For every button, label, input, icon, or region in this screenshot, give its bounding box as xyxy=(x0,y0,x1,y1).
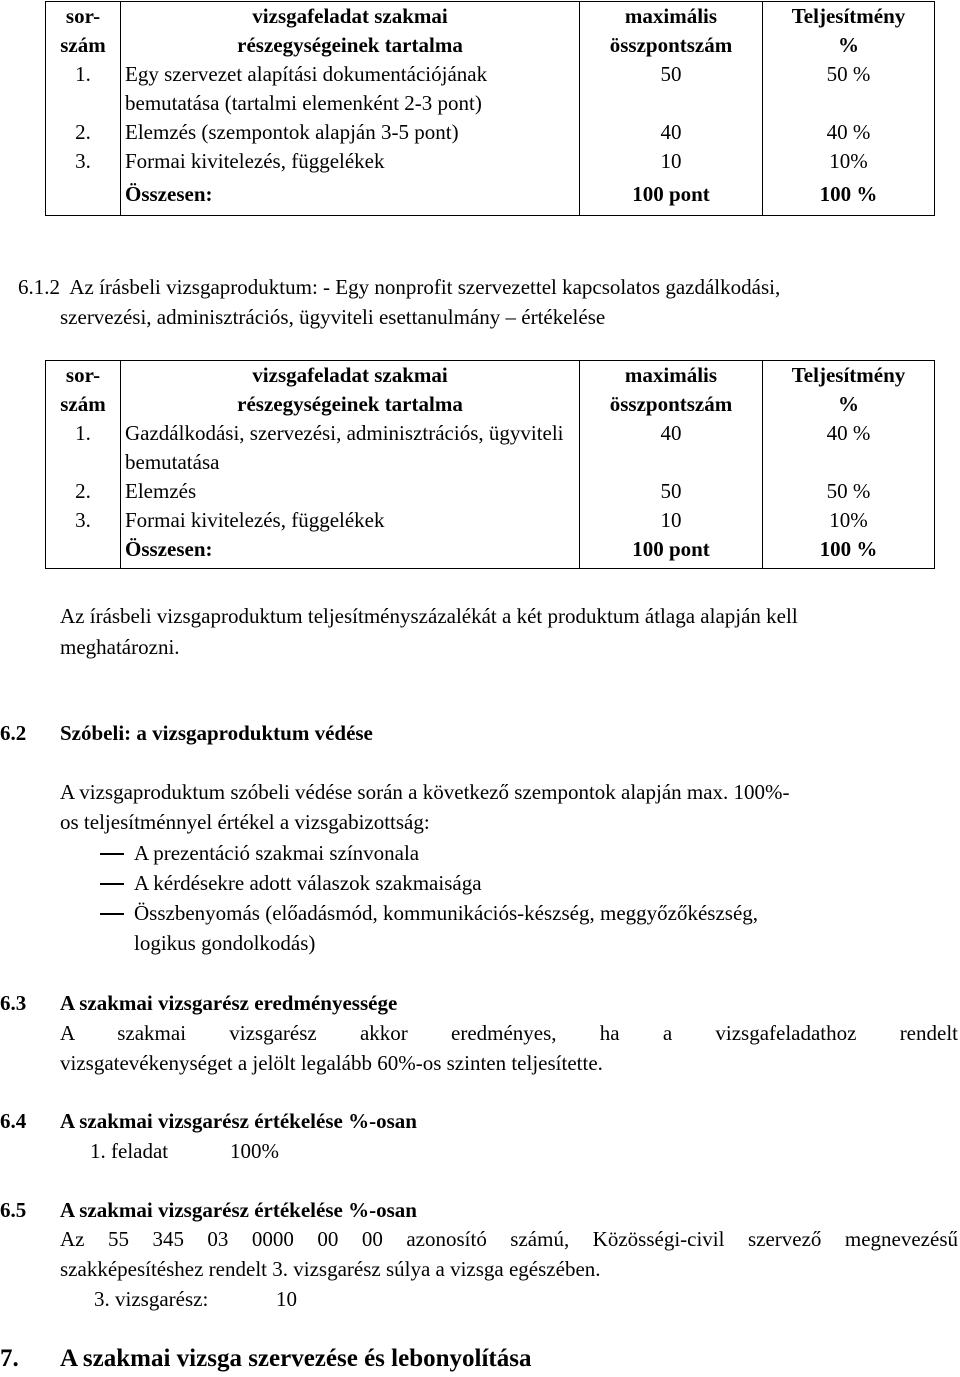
header-performance: Teljesítmény % xyxy=(763,2,935,61)
header-performance: Teljesítmény % xyxy=(763,361,935,420)
section-6-3-line1: A szakmai vizsgarész akkor eredményes, ha a vizsgafeladathoz rendelt xyxy=(60,1021,958,1045)
section-6-5-number: 6.5 xyxy=(0,1198,27,1222)
row-percent: 10% xyxy=(763,506,935,535)
row-num: 2. xyxy=(46,118,121,147)
part-label: 3. vizsgarész: xyxy=(94,1287,209,1311)
header-content: vizsgafeladat szakmai részegységeinek tartalma xyxy=(121,2,580,61)
header-sorszam: sor- szám xyxy=(46,361,121,420)
row-points: 50 xyxy=(580,60,763,118)
row-percent: 40 % xyxy=(763,118,935,147)
task-value: 100% xyxy=(230,1139,279,1163)
row-points: 10 xyxy=(580,506,763,535)
row-percent: 50 % xyxy=(763,477,935,506)
row-content: Gazdálkodási, szervezési, adminisztrációs, ügyviteli bemutatása xyxy=(121,419,580,477)
total-label: Összesen: xyxy=(121,535,580,569)
section-6-2-number: 6.2 xyxy=(0,721,27,745)
table-row xyxy=(46,60,935,118)
table-total-row xyxy=(46,535,935,569)
section-7-number: 7. xyxy=(0,1345,19,1372)
header-max-points: maximális összpontszám xyxy=(580,2,763,61)
header-sorszam: sor- szám xyxy=(46,2,121,61)
section-7-title: A szakmai vizsga szervezése és lebonyolítása xyxy=(60,1345,532,1372)
section-6-5-title: A szakmai vizsgarész értékelése %-osan xyxy=(60,1198,417,1222)
section-6-3-line2: vizsgatevékenységet a jelölt legalább 60%-os szinten teljesítette. xyxy=(60,1051,603,1075)
list-dash xyxy=(100,853,124,855)
list-dash xyxy=(100,883,124,885)
row-content: Formai kivitelezés, függelékek xyxy=(121,506,580,535)
total-points: 100 pont xyxy=(580,535,763,569)
total-percent: 100 % xyxy=(763,176,935,216)
row-content: Elemzés (szempontok alapján 3-5 pont) xyxy=(121,118,580,147)
part-value: 10 xyxy=(276,1287,297,1311)
section-number: 6.1.2 xyxy=(18,275,60,299)
list-item: Összbenyomás (előadásmód, kommunikációs-készség, meggyőzőkészség, xyxy=(134,901,759,925)
row-points: 50 xyxy=(580,477,763,506)
total-points: 100 pont xyxy=(580,176,763,216)
row-percent: 50 % xyxy=(763,60,935,118)
row-points: 40 xyxy=(580,419,763,477)
section-6-1-2-line1: 6.1.2 Az írásbeli vizsgaproduktum: - Egy nonprofit szervezettel kapcsolatos gazdálkodási, xyxy=(18,275,781,299)
evaluation-table-2 xyxy=(45,360,935,569)
section-6-2-intro2: os teljesítménnyel értékel a vizsgabizottság: xyxy=(60,810,430,834)
section-6-2-intro1: A vizsgaproduktum szóbeli védése során a következő szempontok alapján max. 100%- xyxy=(60,780,790,804)
list-item-continuation: logikus gondolkodás) xyxy=(134,931,316,955)
section-6-4-title: A szakmai vizsgarész értékelése %-osan xyxy=(60,1109,417,1133)
list-dash xyxy=(100,913,124,915)
section-6-2-title: Szóbeli: a vizsgaproduktum védése xyxy=(60,721,373,745)
section-6-4-number: 6.4 xyxy=(0,1109,27,1133)
section-6-5-line1: Az 55 345 03 0000 00 00 azonosító számú, Közösségi-civil szervező megnevezésű xyxy=(60,1227,958,1251)
total-label: Összesen: xyxy=(121,176,580,216)
header-max-points: maximális összpontszám xyxy=(580,361,763,420)
row-num: 1. xyxy=(46,60,121,118)
row-content: Elemzés xyxy=(121,477,580,506)
row-num: 2. xyxy=(46,477,121,506)
header-content: vizsgafeladat szakmai részegységeinek tartalma xyxy=(121,361,580,420)
list-item: A kérdésekre adott válaszok szakmaisága xyxy=(134,871,482,895)
row-percent: 40 % xyxy=(763,419,935,477)
row-points: 40 xyxy=(580,118,763,147)
table-row xyxy=(46,477,935,506)
row-points: 10 xyxy=(580,147,763,176)
section-6-1-2-line2: szervezési, adminisztrációs, ügyviteli esettanulmány – értékelése xyxy=(60,305,606,329)
table-row xyxy=(46,419,935,477)
table-row xyxy=(46,506,935,535)
row-num: 3. xyxy=(46,506,121,535)
row-num: 3. xyxy=(46,147,121,176)
average-note-line1: Az írásbeli vizsgaproduktum teljesítményszázalékát a két produktum átlaga alapján kell xyxy=(60,604,798,628)
section-6-5-line2: szakképesítéshez rendelt 3. vizsgarész súlya a vizsga egészében. xyxy=(60,1257,601,1281)
section-6-3-title: A szakmai vizsgarész eredményessége xyxy=(60,991,398,1015)
row-content: Formai kivitelezés, függelékek xyxy=(121,147,580,176)
total-percent: 100 % xyxy=(763,535,935,569)
table-row xyxy=(46,147,935,176)
row-percent: 10% xyxy=(763,147,935,176)
row-content: Egy szervezet alapítási dokumentációjának bemutatása (tartalmi elemenként 2-3 pont) xyxy=(121,60,580,118)
task-label: 1. feladat xyxy=(90,1139,169,1163)
list-item: A prezentáció szakmai színvonala xyxy=(134,841,420,865)
evaluation-table-1 xyxy=(45,1,935,216)
average-note-line2: meghatározni. xyxy=(60,635,180,659)
section-6-3-number: 6.3 xyxy=(0,991,27,1015)
table-total-row xyxy=(46,176,935,216)
table-row xyxy=(46,118,935,147)
row-num: 1. xyxy=(46,419,121,477)
